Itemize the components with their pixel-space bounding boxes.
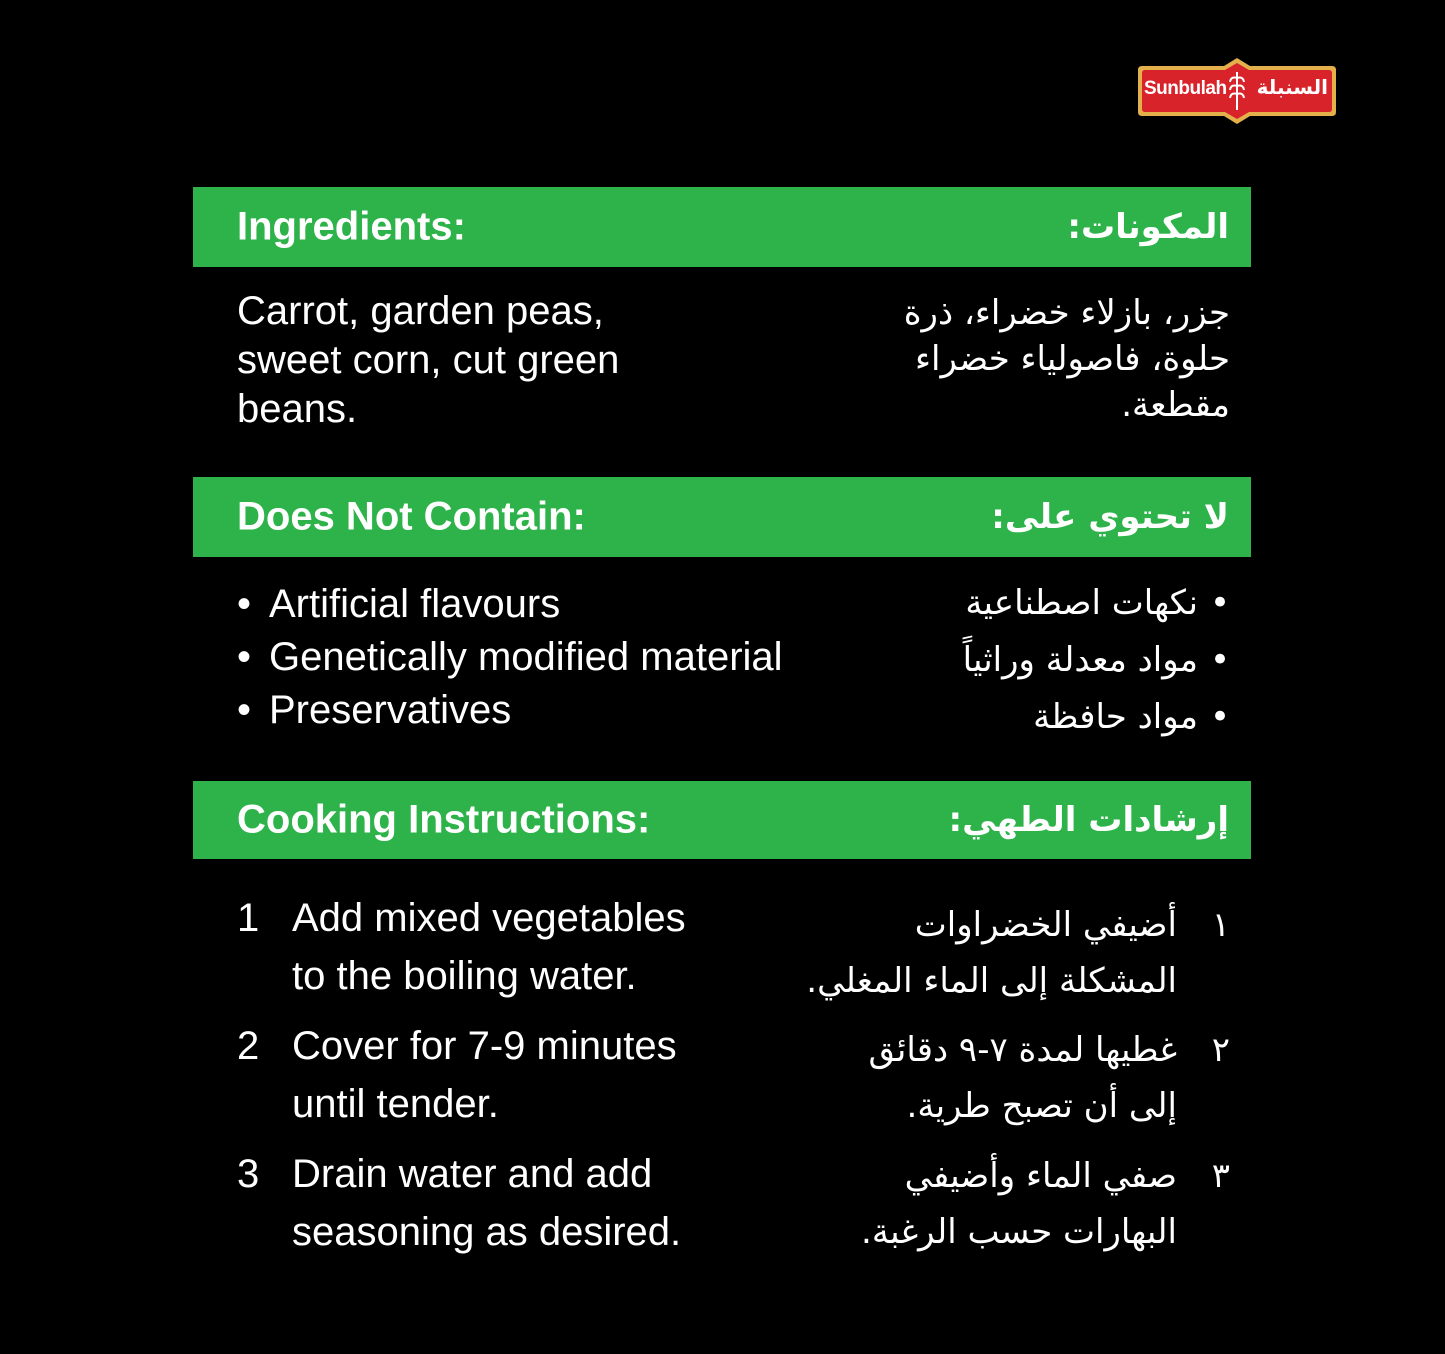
bullet-icon: •: [237, 635, 252, 679]
ingredients-text-english: [237, 287, 619, 434]
bullet-icon: •: [1209, 583, 1230, 623]
does-not-contain-list-english: [237, 578, 783, 737]
ingredients-line-arabic: حلوة، فاصولياء خضراء: [915, 339, 1230, 379]
ingredients-line-english: beans.: [237, 387, 358, 431]
bullet-icon: •: [1209, 640, 1230, 680]
ingredients-title-english: Ingredients:: [237, 204, 466, 249]
ingredients-line-arabic: مقطعة.: [1121, 385, 1230, 425]
does-not-contain-title-english: Does Not Contain:: [237, 494, 586, 539]
cooking-instructions-title-arabic: إرشادات الطهي:: [948, 800, 1229, 840]
step-number-arabic: ٣: [1211, 1156, 1230, 1196]
step-text-english: Cover for 7-9 minutes until tender.: [292, 1024, 677, 1126]
ingredients-title-arabic: المكونات:: [1067, 207, 1229, 247]
list-item: •مواد حافظة: [963, 689, 1230, 746]
bullet-icon: •: [1209, 697, 1230, 737]
step-text-arabic: أضيفي الخضراوات المشكلة إلى الماء المغلي.: [806, 905, 1177, 1001]
step-number-arabic: ١: [1211, 905, 1230, 945]
step-number-arabic: ٢: [1211, 1030, 1230, 1070]
cooking-instructions-title-english: Cooking Instructions:: [237, 797, 651, 842]
bullet-icon: •: [237, 688, 252, 732]
ingredients-text-arabic: [904, 290, 1230, 428]
step-number-english: 3: [237, 1152, 260, 1196]
does-not-contain-header-bar: [193, 477, 1251, 557]
step-text-english: Add mixed vegetables to the boiling water.: [292, 896, 686, 998]
ingredients-line-english: Carrot, garden peas,: [237, 289, 604, 333]
logo-text-english: Sunbulah: [1144, 78, 1227, 99]
list-item: • Artificial flavours: [237, 578, 783, 631]
ingredients-line-arabic: جزر، بازلاء خضراء، ذرة: [903, 293, 1230, 333]
step-number-english: 2: [237, 1024, 260, 1068]
step-text-english: Drain water and add seasoning as desired.: [292, 1152, 682, 1254]
ingredients-line-english: sweet corn, cut green: [237, 338, 620, 382]
ingredients-header-bar: [193, 187, 1251, 267]
does-not-contain-title-arabic: لا تحتوي على:: [991, 497, 1229, 537]
list-item: • Genetically modified material: [237, 631, 783, 684]
bullet-icon: •: [237, 582, 252, 626]
list-item: • Preservatives: [237, 684, 783, 737]
cooking-instructions-header-bar: [193, 781, 1251, 859]
list-item: •نكهات اصطناعية: [963, 575, 1230, 632]
logo-text-arabic: السنبلة: [1256, 75, 1328, 99]
step-text-arabic: غطيها لمدة ٧-٩ دقائق إلى أن تصبح طرية.: [868, 1030, 1177, 1126]
sunbulah-logo: [1136, 58, 1338, 124]
list-item: •مواد معدلة وراثياً: [963, 632, 1230, 689]
step-text-arabic: صفي الماء وأضيفي البهارات حسب الرغبة.: [861, 1156, 1177, 1252]
step-number-english: 1: [237, 896, 260, 940]
does-not-contain-list-arabic: [963, 575, 1230, 746]
